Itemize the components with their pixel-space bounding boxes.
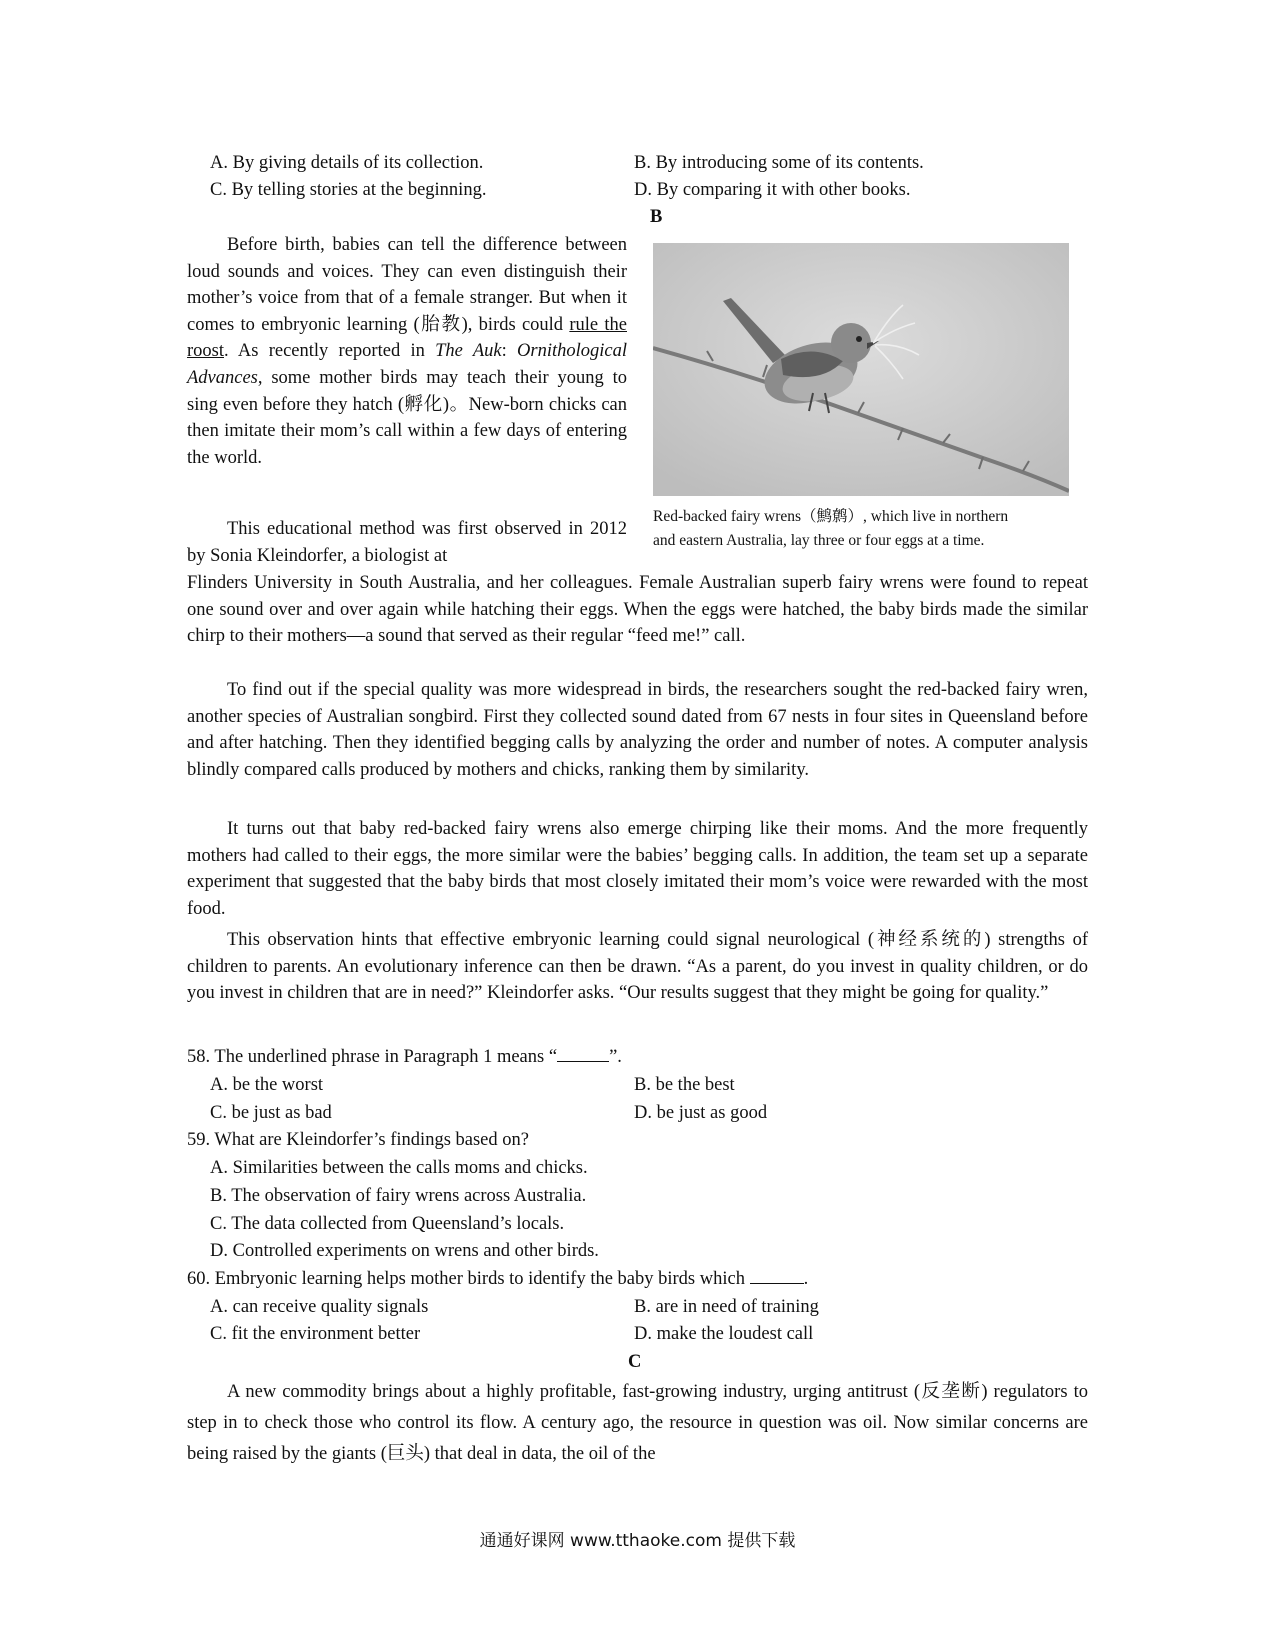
prev-option-b: B. By introducing some of its contents.	[634, 153, 924, 173]
p1-colon: :	[501, 341, 518, 362]
prev-option-c: C. By telling stories at the beginning.	[210, 180, 487, 200]
page-footer: 通通好课网 www.tthaoke.com 提供下载	[479, 1531, 796, 1551]
q58-option-c: C. be just as bad	[210, 1103, 332, 1123]
q60-answer-blank	[750, 1268, 804, 1284]
q58-stem-end: ”.	[609, 1047, 622, 1067]
q60-option-a: A. can receive quality signals	[210, 1297, 429, 1317]
prev-option-d: D. By comparing it with other books.	[634, 180, 911, 200]
journal-title-part1: The Auk	[435, 341, 502, 362]
fairy-wren-photo	[653, 243, 1069, 496]
q60-stem-text: 60. Embryonic learning helps mother birds to identify the baby birds which	[187, 1269, 750, 1289]
section-b-paragraph-1	[187, 232, 627, 471]
prev-option-a: A. By giving details of its collection.	[210, 153, 484, 173]
section-b-paragraph-3: To find out if the special quality was more widespread in birds, the researchers sought the red-backed fairy wren, another species of Australian songbird. First they collected sound dated from 67 nests in four sites in Queensland before and after hatching. Then they identified begging calls by analyzing the order and number of notes. A computer analysis blindly compared calls produced by mothers and chicks, ranking them by similarity.	[187, 680, 1088, 780]
section-b-paragraph-2-start: This educational method was first observed in 2012 by Sonia Kleindorfer, a biologist at	[187, 519, 627, 566]
q60-stem-end: .	[803, 1269, 809, 1289]
bird-on-branch-image	[653, 243, 1069, 496]
q60-option-d: D. make the loudest call	[634, 1324, 814, 1344]
section-b-paragraph-2-cont: Flinders University in South Australia, and her colleagues. Female Australian superb fairy wrens were found to repeat one sound over and over again while hatching their eggs. When the eggs were hatched, the baby birds made the similar chirp to their mothers—a sound that served as their regular “feed me!” call.	[187, 573, 1088, 647]
q58-option-a: A. be the worst	[210, 1075, 324, 1095]
question-60-stem	[187, 1266, 808, 1292]
section-c-title: C	[628, 1352, 642, 1372]
q60-option-b: B. are in need of training	[634, 1297, 819, 1317]
q59-option-a: A. Similarities between the calls moms and chicks.	[210, 1158, 588, 1178]
p1-text-a: Before birth, babies can tell the difference between loud sounds and voices. They can even distinguish their mother’s voice from that of a female stranger. But when it comes to embryonic learning (胎教), birds could	[187, 235, 627, 335]
q59-option-b: B. The observation of fairy wrens across Australia.	[210, 1186, 587, 1206]
q58-option-b: B. be the best	[634, 1075, 735, 1095]
journal-title-part2: Ornithological Advances	[187, 341, 627, 388]
section-b-paragraph-4: It turns out that baby red-backed fairy wrens also emerge chirping like their moms. And the more frequently mothers had called to their eggs, the more similar were the babies’ begging calls. In addition, the team set up a separate experiment that suggested that the baby birds that most closely imitated their mom’s voice were rewarded with the most food.	[187, 819, 1088, 919]
section-b-paragraph-5: This observation hints that effective embryonic learning could signal neurological (神经系统的) strengths of children to parents. An evolutionary inference can then be drawn. “As a parent, do you invest in quality children, or do you invest in children that are in need?” Kleindorfer asks. “Our results suggest that they might be going for quality.”	[187, 930, 1088, 1004]
q58-answer-blank	[557, 1046, 609, 1062]
q58-option-d: D. be just as good	[634, 1103, 768, 1123]
q60-option-c: C. fit the environment better	[210, 1324, 421, 1344]
q59-option-c: C. The data collected from Queensland’s locals.	[210, 1214, 565, 1234]
section-c-paragraph-1: A new commodity brings about a highly profitable, fast-growing industry, urging antitrust (反垄断) regulators to step in to check those who control its flow. A century ago, the resource in question was oil. Now similar concerns are being raised by the giants (巨头) that deal in data, the oil of the	[187, 1382, 1088, 1464]
p1-text-c: , some mother birds may teach their young to sing even before they hatch (孵化)。New-born chicks can then imitate their mom’s call within a few days of entering the world.	[187, 367, 627, 468]
section-b-title: B	[650, 207, 663, 227]
photo-caption-line-2: and eastern Australia, lay three or four eggs at a time.	[653, 532, 985, 549]
photo-caption-line-1: Red-backed fairy wrens（鹪鹩）, which live in northern	[653, 508, 1009, 525]
question-58-stem	[187, 1044, 622, 1070]
underlined-phrase: rule the roost	[187, 314, 627, 362]
p1-text-b: . As recently reported in	[224, 341, 436, 362]
q58-stem-text: 58. The underlined phrase in Paragraph 1 means “	[187, 1047, 558, 1067]
q59-option-d: D. Controlled experiments on wrens and other birds.	[210, 1241, 599, 1261]
question-59-stem: 59. What are Kleindorfer’s findings based on?	[187, 1130, 529, 1150]
